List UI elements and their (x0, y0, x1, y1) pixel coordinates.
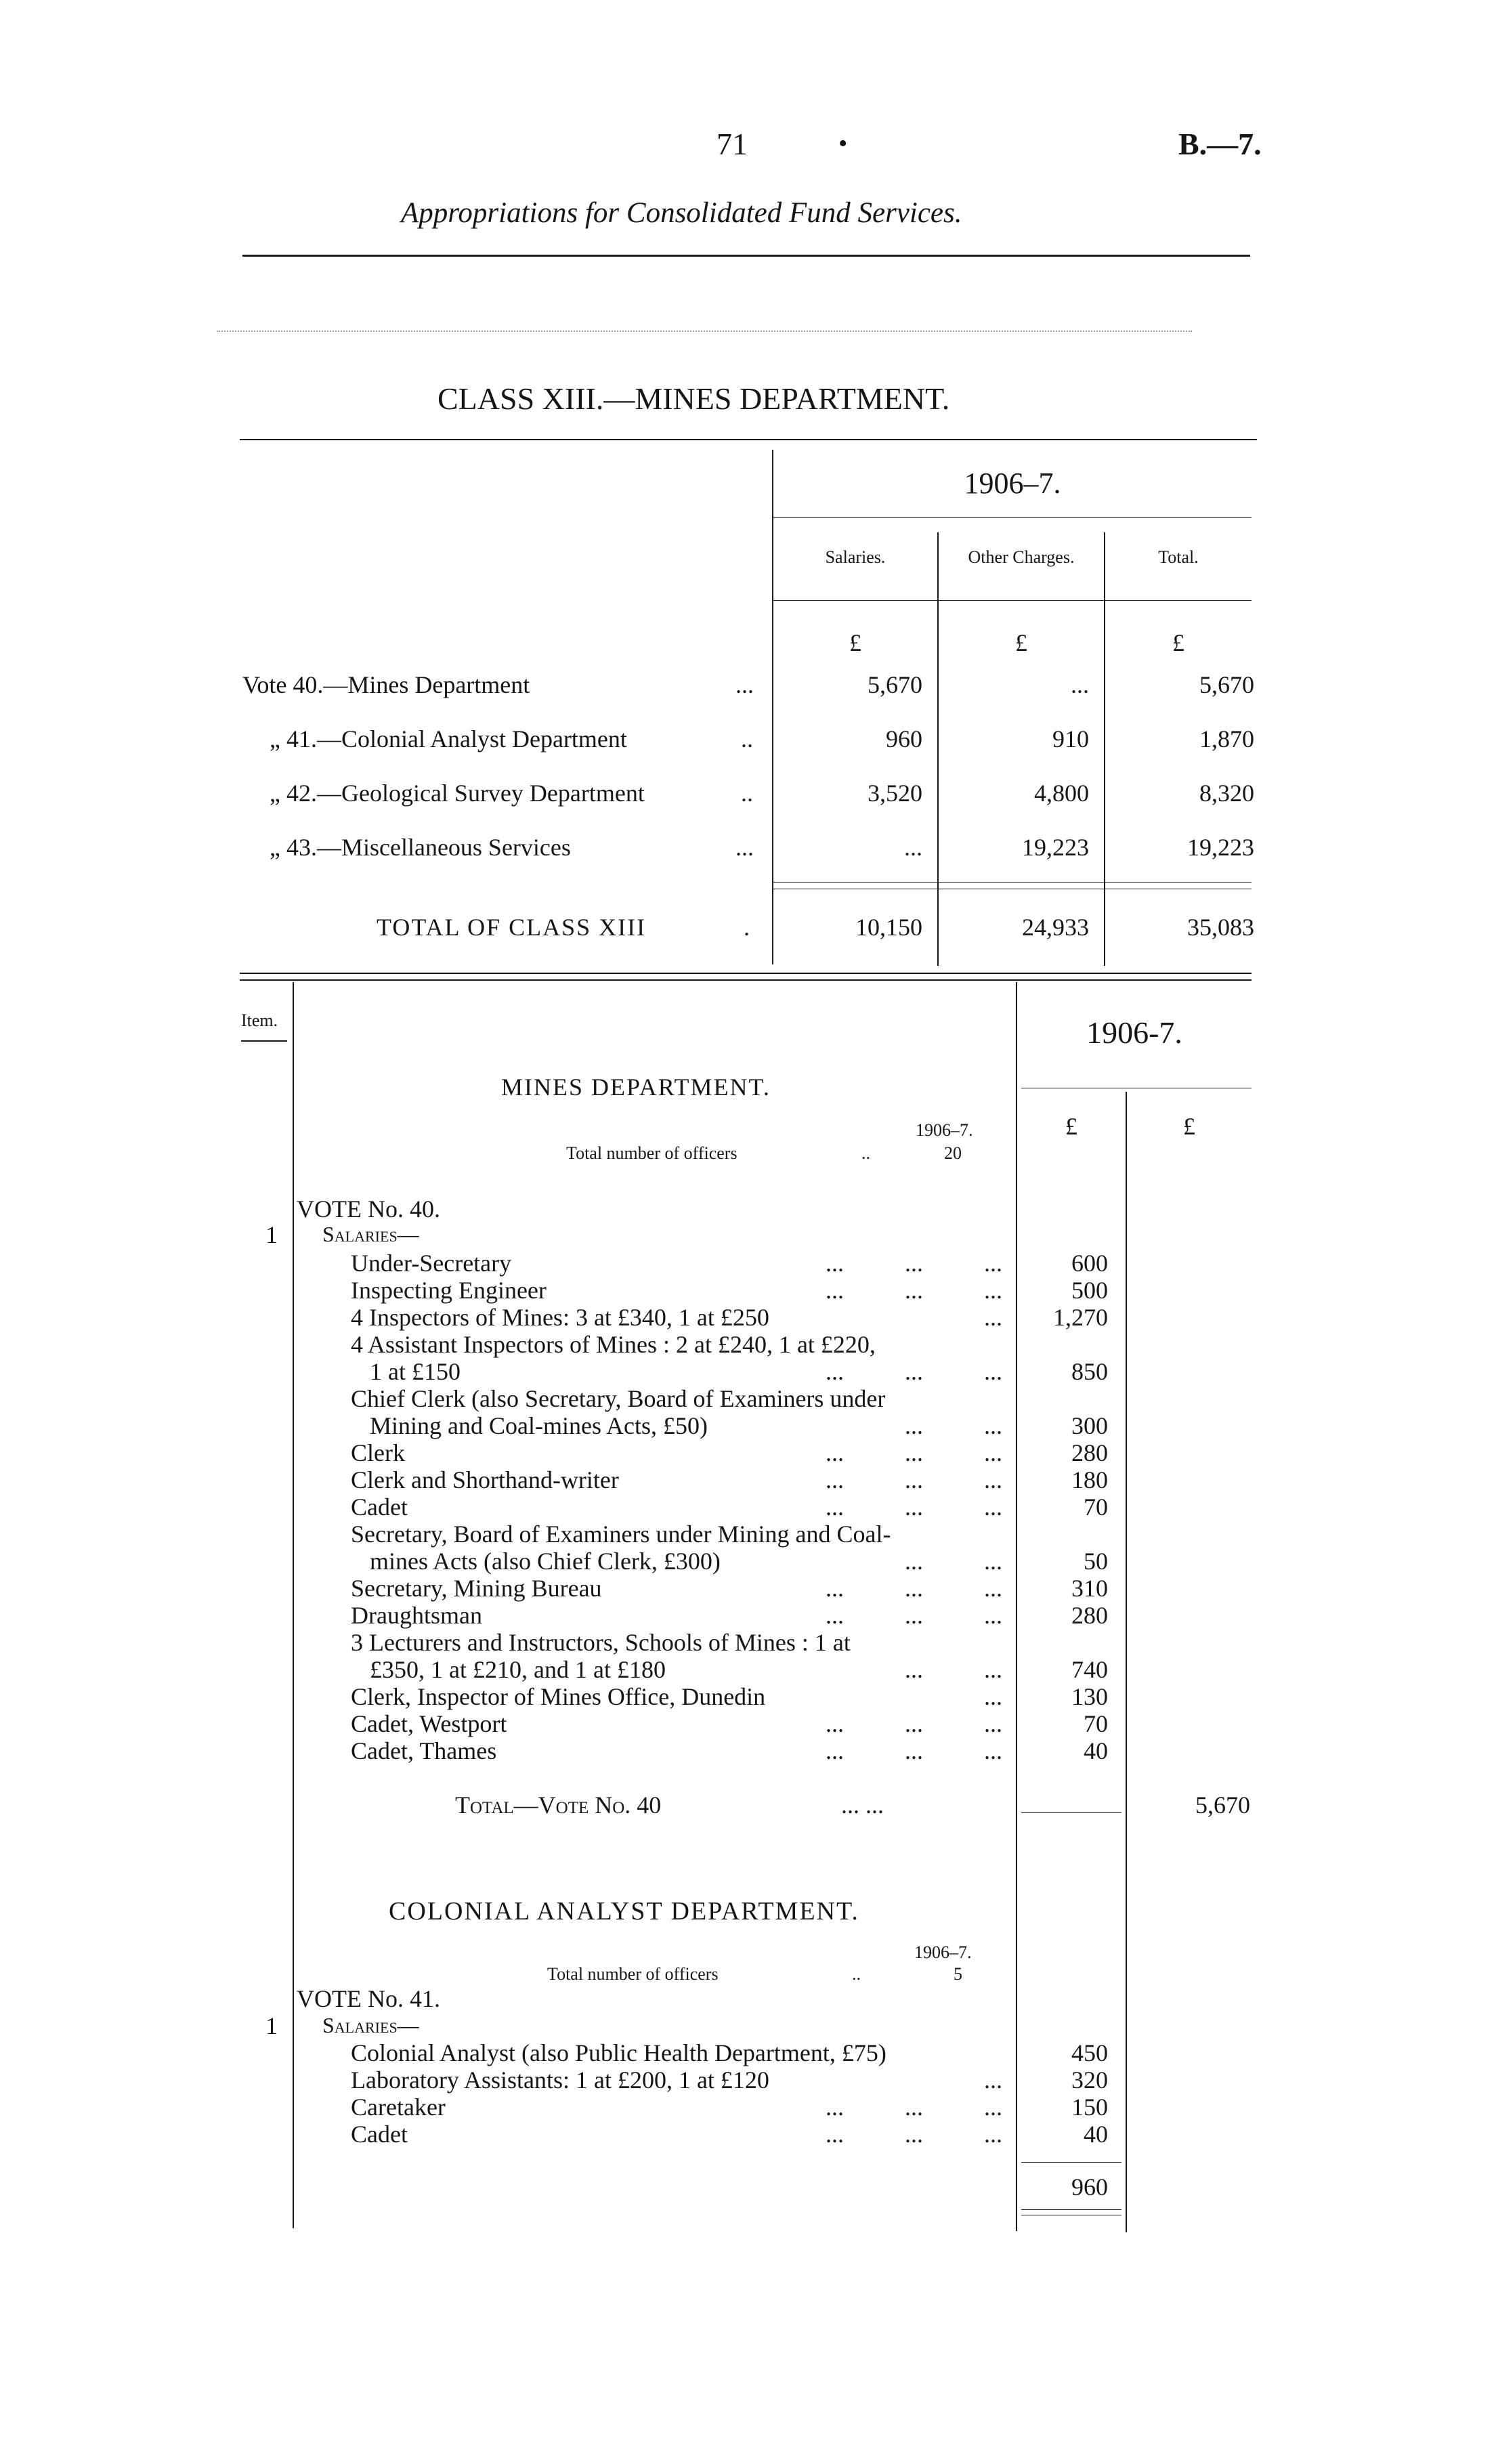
salary-line-leader: ... ... ... (826, 1493, 1002, 1521)
salary-line-text: £350, 1 at £210, and 1 at £180 (370, 1656, 666, 1683)
summary-row-salaries: 3,520 (868, 780, 922, 807)
officers-count: 20 (944, 1143, 962, 1163)
vote-total-leader: ... ... (841, 1791, 884, 1819)
currency-symbol: £ (1065, 1113, 1077, 1140)
column-header-other-charges: Other Charges. (968, 547, 1075, 567)
salary-line-amount: 850 (1071, 1358, 1108, 1385)
document-reference: B.—7. (1178, 127, 1262, 161)
summary-row-leader: .. (741, 725, 753, 752)
item-number: 1 (265, 2012, 278, 2039)
item-number: 1 (265, 1221, 278, 1248)
summary-total-salaries: 10,150 (855, 914, 922, 941)
summary-total-other: 24,933 (1022, 914, 1089, 941)
salary-line-leader: ... ... (905, 1656, 1002, 1683)
salaries-heading: Salaries— (322, 2013, 419, 2037)
salary-line-amount: 1,270 (1053, 1304, 1108, 1331)
summary-header-rule (773, 600, 1252, 601)
summary-row-salaries: 960 (886, 725, 922, 752)
salary-line-amount: 300 (1071, 1412, 1108, 1439)
summary-row-salaries: 5,670 (868, 671, 922, 698)
salary-line-leader: ... (984, 2066, 1002, 2094)
salary-line-amount: 600 (1071, 1250, 1108, 1277)
salary-line-text: Laboratory Assistants: 1 at £200, 1 at £120 (351, 2066, 769, 2094)
salary-line-leader: ... ... ... (826, 2094, 1002, 2121)
subtotal-rule (1021, 2162, 1121, 2163)
column-header-total: Total. (1158, 547, 1199, 567)
salary-line-leader: ... ... ... (826, 1710, 1002, 1737)
salary-line-text: 4 Inspectors of Mines: 3 at £340, 1 at £250 (351, 1304, 769, 1331)
currency-symbol: £ (1183, 1113, 1195, 1140)
summary-row-total: 8,320 (1199, 780, 1254, 807)
item-header-rule (241, 1040, 287, 1042)
summary-total-leader: . (744, 914, 750, 941)
salary-line-amount: 40 (1084, 2121, 1108, 2148)
salary-line-leader: ... ... ... (826, 1575, 1002, 1602)
salary-line-text: Secretary, Mining Bureau (351, 1575, 602, 1602)
vote-total-label: Total—Vote No. 40 (455, 1791, 662, 1819)
summary-row-salaries: ... (904, 834, 922, 861)
summary-row-leader: ... (735, 834, 754, 861)
summary-col-divider-2 (1104, 532, 1105, 966)
officers-year: 1906–7. (916, 1120, 973, 1140)
salary-line-text: Colonial Analyst (also Public Health Department, £75) (351, 2039, 886, 2066)
salary-line-text: 4 Assistant Inspectors of Mines : 2 at £240, 1 at £220, (351, 1331, 876, 1358)
summary-row-label: „ 41.—Colonial Analyst Department (270, 725, 627, 752)
salary-line-amount: 320 (1071, 2066, 1108, 2094)
salary-line-leader: ... (984, 1304, 1002, 1331)
summary-year: 1906–7. (964, 467, 1061, 500)
salary-line-amount: 150 (1071, 2094, 1108, 2121)
salary-line-amount: 70 (1084, 1493, 1108, 1521)
salary-line-leader: ... ... ... (826, 2121, 1002, 2148)
summary-row-total: 1,870 (1199, 725, 1254, 752)
salary-line-leader: ... ... ... (826, 1250, 1002, 1277)
salary-line-amount: 500 (1071, 1277, 1108, 1304)
faint-rule (217, 331, 1192, 332)
salary-line-amount: 50 (1084, 1548, 1108, 1575)
detail-top-rule (240, 979, 1252, 981)
salary-line-text: Inspecting Engineer (351, 1277, 547, 1304)
salary-line-leader: ... (984, 1683, 1002, 1710)
salary-line-text: Cadet, Thames (351, 1737, 497, 1764)
summary-total-label: TOTAL OF CLASS XIII (377, 914, 647, 941)
summary-top-rule (240, 439, 1257, 440)
salary-line-text: Mining and Coal-mines Acts, £50) (370, 1412, 708, 1439)
officers-count: 5 (954, 1964, 962, 1984)
currency-symbol: £ (849, 629, 861, 656)
subtotal-rule (1021, 2209, 1121, 2210)
salary-line-text: Clerk (351, 1439, 405, 1466)
salary-line-leader: ... ... ... (826, 1439, 1002, 1466)
officers-label: Total number of officers (547, 1964, 719, 1984)
text-column-divider (1016, 982, 1017, 2231)
currency-symbol: £ (1015, 629, 1027, 656)
summary-row-other: 4,800 (1034, 780, 1089, 807)
item-column-divider (293, 982, 294, 2228)
section-title-mines: MINES DEPARTMENT. (501, 1074, 771, 1101)
page-number: 71 (717, 127, 748, 161)
salary-line-text: 3 Lecturers and Instructors, Schools of Mines : 1 at (351, 1629, 851, 1656)
summary-row-leader: ... (735, 671, 754, 698)
summary-row-other: 910 (1052, 725, 1089, 752)
salary-line-leader: ... ... ... (826, 1277, 1002, 1304)
salary-line-text: Chief Clerk (also Secretary, Board of Examiners under (351, 1385, 886, 1412)
salary-line-text: mines Acts (also Chief Clerk, £300) (370, 1548, 721, 1575)
officers-leader: .. (852, 1964, 861, 1984)
detail-top-rule (240, 973, 1252, 974)
vote-total-amount: 5,670 (1195, 1791, 1250, 1819)
salary-line-amount: 310 (1071, 1575, 1108, 1602)
summary-row-label: „ 43.—Miscellaneous Services (270, 834, 571, 861)
summary-total-total: 35,083 (1187, 914, 1254, 941)
salary-line-leader: ... ... ... (826, 1602, 1002, 1629)
summary-total-rule (773, 882, 1252, 883)
item-column-header: Item. (241, 1011, 278, 1030)
summary-row-total: 19,223 (1187, 834, 1254, 861)
summary-col-divider-1 (937, 532, 939, 966)
page-subtitle: Appropriations for Consolidated Fund Services. (401, 197, 962, 229)
salary-line-amount: 740 (1071, 1656, 1108, 1683)
officers-label: Total number of officers (566, 1143, 738, 1163)
amount-column-divider (1126, 1092, 1127, 2232)
summary-row-label: „ 42.—Geological Survey Department (270, 780, 645, 807)
header-rule (242, 255, 1250, 257)
salary-line-text: Cadet (351, 2121, 408, 2148)
column-header-salaries: Salaries. (825, 547, 886, 567)
officers-year: 1906–7. (914, 1942, 972, 1962)
summary-row-other: ... (1071, 671, 1089, 698)
summary-label-divider (772, 450, 773, 964)
salary-line-text: Clerk and Shorthand-writer (351, 1466, 619, 1493)
vote-heading: VOTE No. 41. (297, 1985, 440, 2012)
salary-line-amount: 40 (1084, 1737, 1108, 1764)
salary-line-leader: ... ... ... (826, 1737, 1002, 1764)
salary-line-leader: ... ... ... (826, 1358, 1002, 1385)
officers-leader: .. (861, 1143, 870, 1163)
detail-year-header: 1906-7. (1086, 1015, 1182, 1050)
summary-year-rule (773, 517, 1252, 518)
summary-row-leader: .. (741, 780, 753, 807)
summary-row-other: 19,223 (1022, 834, 1089, 861)
salary-line-text: Secretary, Board of Examiners under Mining and Coal- (351, 1521, 891, 1548)
salary-line-leader: ... ... ... (826, 1466, 1002, 1493)
salaries-heading: Salaries— (322, 1222, 419, 1246)
summary-row-total: 5,670 (1199, 671, 1254, 698)
salary-line-text: Cadet, Westport (351, 1710, 507, 1737)
salary-line-amount: 450 (1071, 2039, 1108, 2066)
vote-total-rule (1021, 1812, 1121, 1813)
bullet: • (838, 129, 848, 158)
salary-line-amount: 70 (1084, 1710, 1108, 1737)
salary-line-amount: 280 (1071, 1602, 1108, 1629)
salary-line-text: Clerk, Inspector of Mines Office, Dunedin (351, 1683, 766, 1710)
salary-line-amount: 130 (1071, 1683, 1108, 1710)
salary-line-leader: ... ... (905, 1412, 1002, 1439)
salary-line-text: Draughtsman (351, 1602, 482, 1629)
salary-line-leader: ... ... (905, 1548, 1002, 1575)
salary-line-text: Under-Secretary (351, 1250, 512, 1277)
salary-line-text: Caretaker (351, 2094, 446, 2121)
salary-line-amount: 280 (1071, 1439, 1108, 1466)
section-title-analyst: COLONIAL ANALYST DEPARTMENT. (389, 1897, 859, 1926)
class-title: CLASS XIII.—MINES DEPARTMENT. (437, 381, 950, 416)
summary-row-label: Vote 40.—Mines Department (242, 671, 530, 698)
salary-line-amount: 180 (1071, 1466, 1108, 1493)
salary-line-text: 1 at £150 (370, 1358, 461, 1385)
vote-heading: VOTE No. 40. (297, 1195, 440, 1223)
subtotal-amount: 960 (1071, 2173, 1108, 2201)
currency-symbol: £ (1172, 629, 1184, 656)
salary-line-text: Cadet (351, 1493, 408, 1521)
